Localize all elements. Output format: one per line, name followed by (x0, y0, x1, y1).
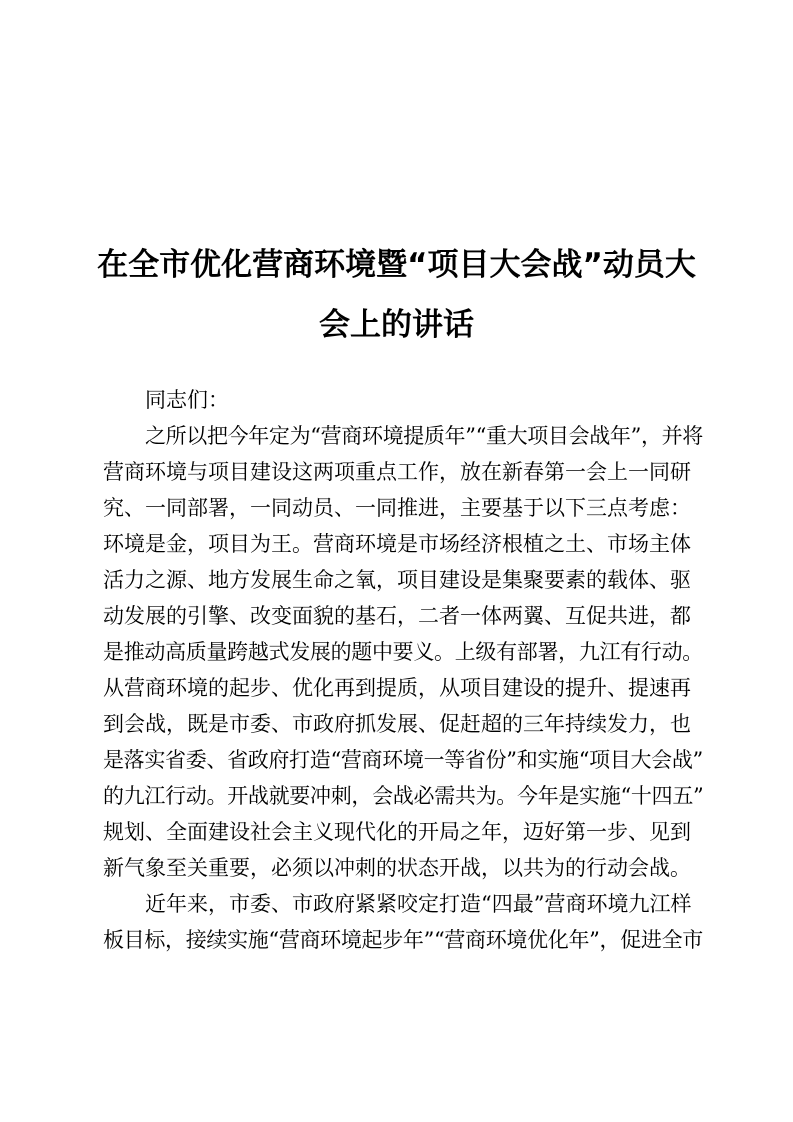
paragraph-1-line-5: 活力之源、地方发展生命之氧，项目建设是集聚要素的载体、驱 (103, 568, 691, 592)
paragraph-1-line-11: 的九江行动。开战就要冲刺，会战必需共为。今年是实施“十四五” (103, 784, 704, 808)
document-title-line-2: 会上的讲话 (319, 307, 474, 343)
paragraph-1-line-2: 营商环境与项目建设这两项重点工作，放在新春第一会上一同研 (103, 460, 691, 484)
paragraph-1-line-13: 新气象至关重要，必须以冲刺的状态开战，以共为的行动会战。 (103, 856, 691, 880)
salutation: 同志们： (145, 388, 229, 412)
paragraph-1-line-8: 从营商环境的起步、优化再到提质，从项目建设的提升、提速再 (103, 676, 691, 700)
paragraph-1-line-12: 规划、全面建设社会主义现代化的开局之年，迈好第一步、见到 (103, 820, 691, 844)
document-title-line-1: 在全市优化营商环境暨“项目大会战”动员大 (97, 247, 696, 283)
paragraph-1-line-3: 究、一同部署，一同动员、一同推进，主要基于以下三点考虑： (103, 496, 691, 520)
paragraph-1-line-1: 之所以把今年定为“营商环境提质年”“重大项目会战年”，并将 (145, 424, 703, 448)
paragraph-1-line-9: 到会战，既是市委、市政府抓发展、促赶超的三年持续发力，也 (103, 712, 691, 736)
paragraph-2-line-2: 板目标，接续实施“营商环境起步年”“营商环境优化年”，促进全市 (103, 928, 703, 952)
paragraph-2-line-1: 近年来，市委、市政府紧紧咬定打造“四最”营商环境九江样 (145, 892, 692, 916)
paragraph-1-line-6: 动发展的引擎、改变面貌的基石，二者一体两翼、互促共进，都 (103, 604, 691, 628)
paragraph-1-line-10: 是落实省委、省政府打造“营商环境一等省份”和实施“项目大会战” (103, 748, 703, 772)
paragraph-1-line-4: 环境是金，项目为王。营商环境是市场经济根植之土、市场主体 (103, 532, 691, 556)
paragraph-1-line-7: 是推动高质量跨越式发展的题中要义。上级有部署，九江有行动。 (103, 640, 703, 664)
